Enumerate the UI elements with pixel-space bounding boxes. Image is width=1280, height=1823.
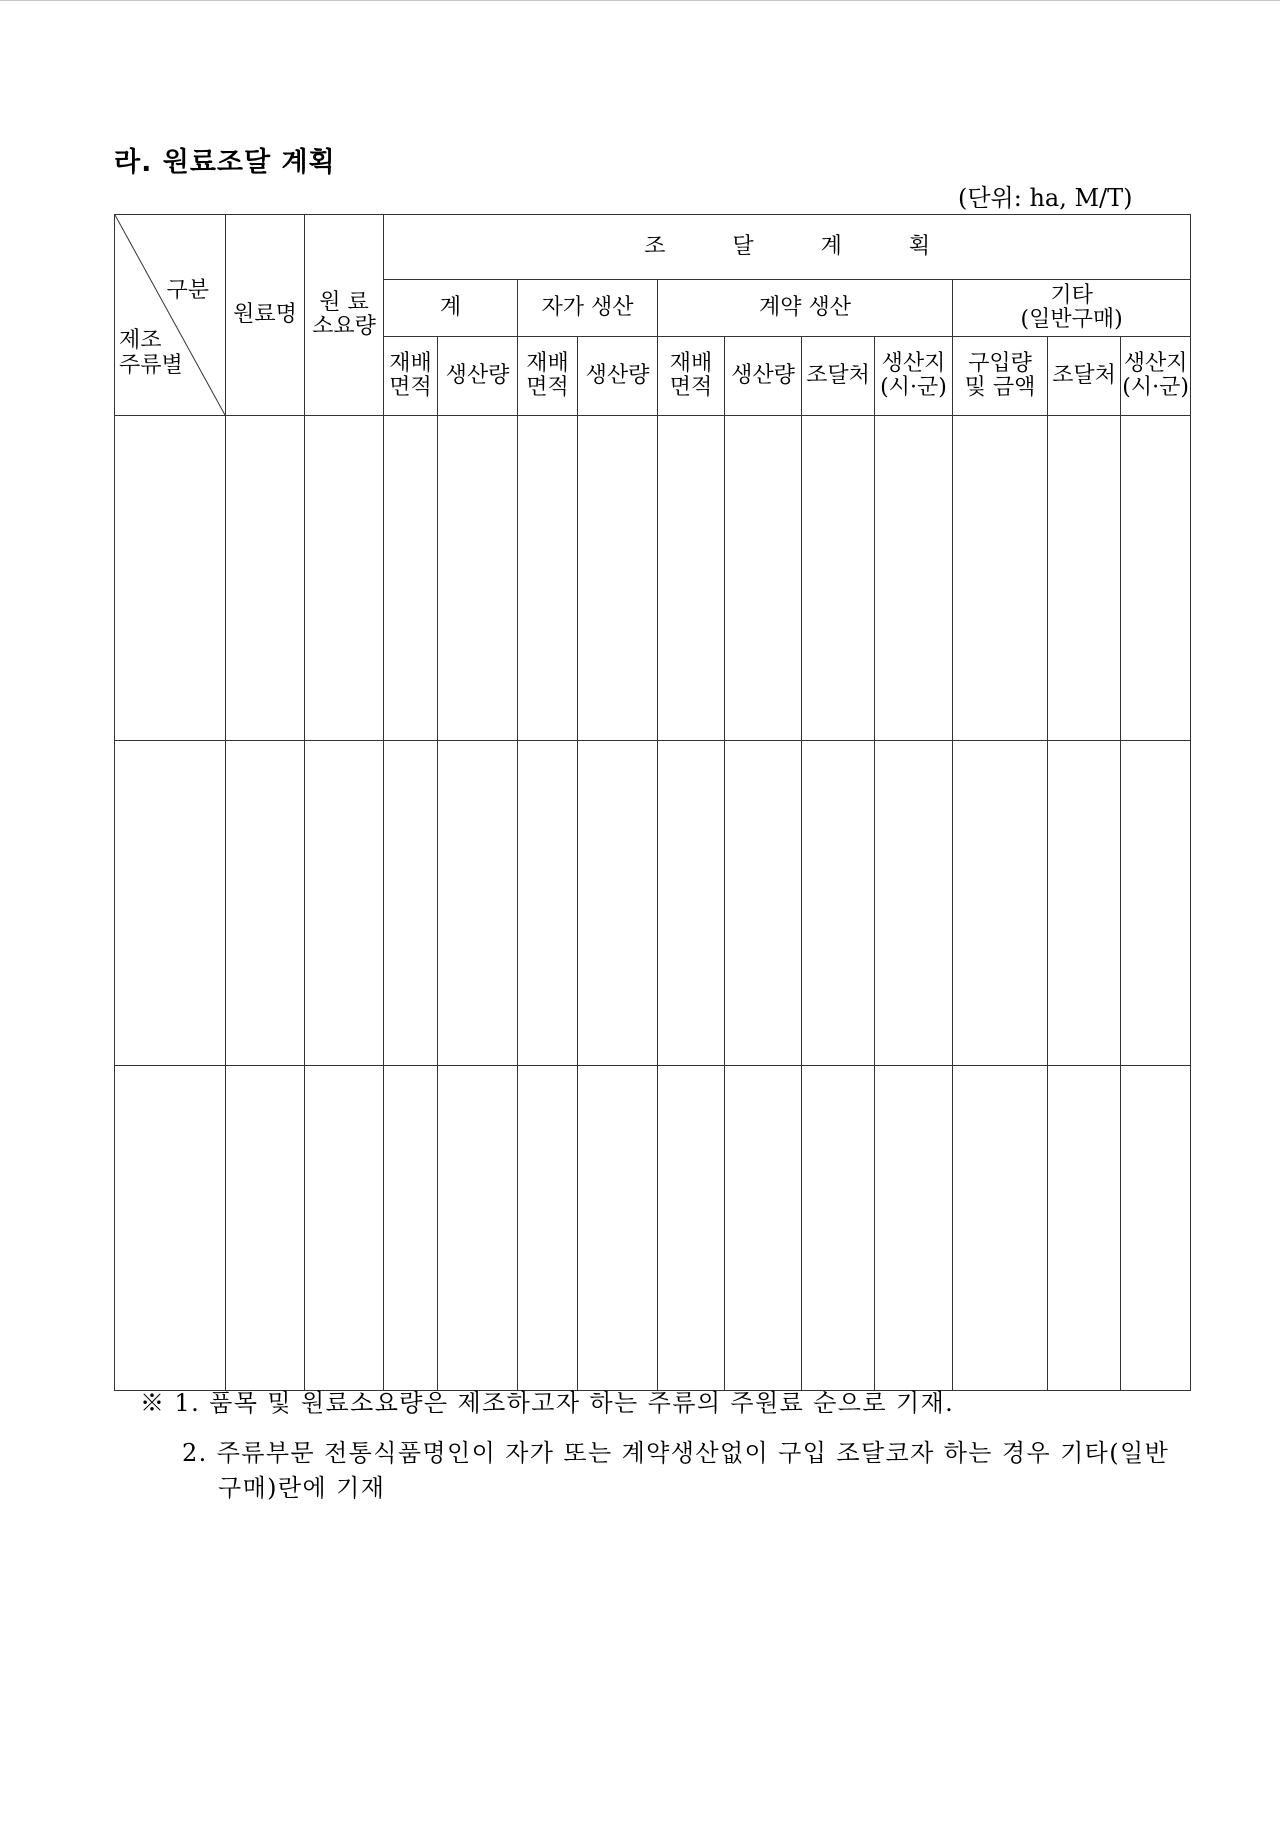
input-cell[interactable] — [658, 741, 725, 1066]
input-cell[interactable] — [438, 741, 518, 1066]
input-cell[interactable] — [384, 1066, 438, 1391]
header-other-site: 생산지 (시·군) — [1121, 337, 1191, 416]
header-other-purchase: 기타 (일반구매) — [953, 280, 1191, 337]
header-raw-material-name: 원료명 — [226, 215, 305, 416]
input-cell[interactable] — [875, 741, 953, 1066]
notes — [140, 1386, 1170, 1502]
input-cell[interactable] — [578, 741, 658, 1066]
input-cell[interactable] — [658, 416, 725, 741]
input-cell[interactable] — [578, 1066, 658, 1391]
header-total-volume: 생산량 — [438, 337, 518, 416]
input-cell[interactable] — [438, 416, 518, 741]
input-cell[interactable] — [802, 741, 875, 1066]
input-cell[interactable] — [578, 416, 658, 741]
input-cell[interactable] — [305, 1066, 384, 1391]
input-cell[interactable] — [384, 741, 438, 1066]
input-cell[interactable] — [384, 416, 438, 741]
input-cell[interactable] — [115, 1066, 226, 1391]
header-self-production: 자가 생산 — [518, 280, 658, 337]
input-cell[interactable] — [115, 741, 226, 1066]
header-self-area: 재배 면적 — [518, 337, 578, 416]
unit-label: (단위: ha, M/T) — [958, 184, 1133, 212]
input-cell[interactable] — [115, 416, 226, 741]
input-cell[interactable] — [658, 1066, 725, 1391]
input-cell[interactable] — [305, 416, 384, 741]
header-other-supplier: 조달처 — [1048, 337, 1121, 416]
input-cell[interactable] — [1121, 741, 1191, 1066]
input-cell[interactable] — [725, 741, 802, 1066]
header-contract-supplier: 조달처 — [802, 337, 875, 416]
input-cell[interactable] — [953, 416, 1048, 741]
table-row — [115, 416, 1191, 741]
corner-label-liquor-type: 제조 주류별 — [119, 328, 183, 379]
input-cell[interactable] — [1048, 416, 1121, 741]
note-1-text: 1. 품목 및 원료소요량은 제조하고자 하는 주류의 주원료 순으로 기재. — [174, 1389, 955, 1417]
header-raw-material-required: 원 료 소요량 — [305, 215, 384, 416]
table-row — [115, 741, 1191, 1066]
input-cell[interactable] — [875, 1066, 953, 1391]
page-top-border — [0, 0, 1280, 1]
input-cell[interactable] — [802, 1066, 875, 1391]
input-cell[interactable] — [518, 416, 578, 741]
input-cell[interactable] — [725, 416, 802, 741]
header-procurement-plan: 조 달 계 획 — [384, 215, 1191, 280]
header-contract-area: 재배 면적 — [658, 337, 725, 416]
header-total: 계 — [384, 280, 518, 337]
input-cell[interactable] — [226, 416, 305, 741]
header-other-purchase-amount: 구입량 및 금액 — [953, 337, 1048, 416]
diagonal-line — [115, 215, 225, 415]
note-2 — [182, 1436, 1182, 1506]
input-cell[interactable] — [438, 1066, 518, 1391]
input-cell[interactable] — [953, 741, 1048, 1066]
corner-header-cell — [115, 215, 226, 416]
input-cell[interactable] — [305, 741, 384, 1066]
input-cell[interactable] — [1048, 1066, 1121, 1391]
table-row — [115, 1066, 1191, 1391]
input-cell[interactable] — [1048, 741, 1121, 1066]
input-cell[interactable] — [518, 741, 578, 1066]
note-2-text: 2. 주류부문 전통식품명인이 자가 또는 계약생산없이 구입 조달코자 하는 경우 기타(일반구매)란에 기재 — [182, 1439, 1170, 1502]
header-contract-volume: 생산량 — [725, 337, 802, 416]
section-title: 라. 원료조달 계획 — [114, 147, 336, 178]
note-1 — [140, 1386, 954, 1421]
input-cell[interactable] — [1121, 416, 1191, 741]
input-cell[interactable] — [953, 1066, 1048, 1391]
input-cell[interactable] — [725, 1066, 802, 1391]
reference-mark-icon: ※ — [140, 1389, 166, 1417]
header-contract-site: 생산지 (시·군) — [875, 337, 953, 416]
header-total-area: 재배 면적 — [384, 337, 438, 416]
input-cell[interactable] — [518, 1066, 578, 1391]
input-cell[interactable] — [875, 416, 953, 741]
procurement-plan-table — [114, 214, 1191, 1391]
corner-label-category: 구분 — [166, 278, 209, 303]
header-contract-production: 계약 생산 — [658, 280, 953, 337]
input-cell[interactable] — [802, 416, 875, 741]
input-cell[interactable] — [226, 741, 305, 1066]
input-cell[interactable] — [1121, 1066, 1191, 1391]
input-cell[interactable] — [226, 1066, 305, 1391]
header-self-volume: 생산량 — [578, 337, 658, 416]
